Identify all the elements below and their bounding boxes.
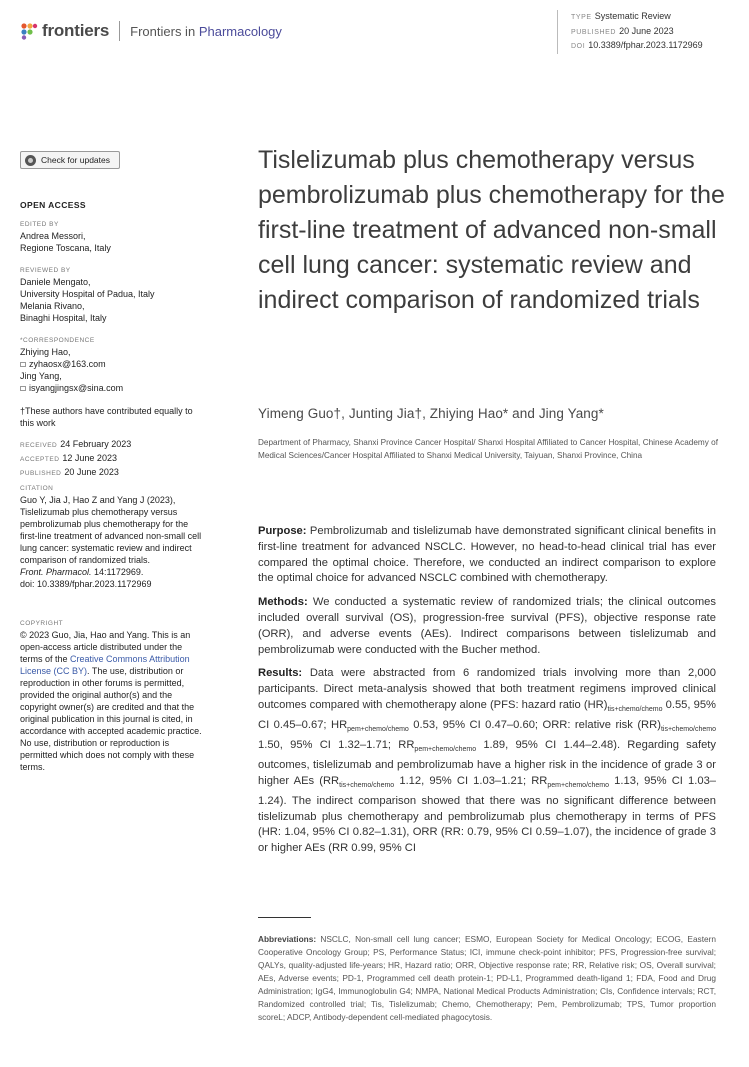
journal-prefix: Frontiers in: [130, 23, 196, 39]
affiliation: Department of Pharmacy, Shanxi Province Cancer Hospital/ Shanxi Hospital Affiliated to Cancer Hospital, Chinese Academy of Medical Sciences/Cancer Hospital Affiliated to Shanxi Medical University, Taiyuan, Shanxi Province, China: [258, 438, 718, 460]
citation-section: [20, 484, 205, 590]
check-for-updates-label: Check for updates: [41, 155, 110, 165]
journal-title: Pharmacology: [198, 23, 282, 39]
doi-label: DOI: [571, 43, 586, 50]
citation-volume: 14:1172969.: [94, 567, 144, 577]
citation-label: CITATION: [20, 485, 54, 492]
citation-journal: Front. Pharmacol.: [20, 567, 92, 577]
subscript: pem+chemo/chemo: [347, 726, 409, 734]
article-title: Tislelizumab plus chemotherapy versus pembrolizumab plus chemotherapy for the first-line treatment of advanced non-small cell lung cancer: systematic review and indirect comparison of randomized trials: [258, 146, 725, 314]
subscript: tis+chemo/chemo: [607, 706, 663, 714]
correspondence-label: *CORRESPONDENCE: [20, 337, 95, 344]
copyright-pre: © 2023 Guo, Jia, Hao and Yang. This is an open-access article distributed under the terms of the: [20, 630, 191, 664]
correspondent-email-row: [20, 358, 210, 370]
edited-by-label: EDITED BY: [20, 221, 59, 228]
abbreviations-label: Abbreviations:: [258, 934, 317, 944]
subscript: pem+chemo/chemo: [547, 782, 610, 790]
published-row: [20, 466, 210, 480]
methods-text: We conducted a systematic review of randomized trials; the clinical outcomes included overall survival (OS), progression-free survival (PFS), objective response rate (ORR), and adverse events (AEs). Indirect comparisons between tislelizumab and pembrolizumab were conducted with the Bucher method.: [258, 596, 716, 656]
mail-icon: [20, 362, 26, 367]
frontiers-logo-text: frontiers: [42, 21, 110, 40]
abstract: [258, 524, 716, 865]
received-row: [20, 438, 210, 452]
accepted-value: 12 June 2023: [62, 453, 117, 463]
copyright-text: [20, 629, 204, 773]
reviewed-by-label: REVIEWED BY: [20, 267, 71, 274]
editor-affil: Regione Toscana, Italy: [20, 243, 111, 253]
correspondent-name: Jing Yang,: [20, 371, 62, 381]
correspondence-section: [20, 336, 210, 394]
citation-text: Guo Y, Jia J, Hao Z and Yang J (2023), Tislelizumab plus chemotherapy versus pembrolizumab plus chemotherapy for the first-line treatment of advanced non-small cell lung cancer: systematic review and indirect comparison of randomized trials.: [20, 495, 202, 565]
author-list: Yimeng Guo†, Junting Jia†, Zhiying Hao* and Jing Yang*: [258, 406, 604, 421]
results-text: 0.53, 95% CI 0.47–0.60; ORR: relative risk (RR): [413, 719, 661, 731]
subscript: pem+chemo/chemo: [414, 746, 477, 754]
editor-name: Andrea Messori,: [20, 231, 86, 241]
correspondent-email[interactable]: zyhaosx@163.com: [29, 359, 106, 369]
copyright-label: COPYRIGHT: [20, 620, 64, 627]
subscript: tis+chemo/chemo: [660, 726, 716, 734]
reviewed-by-section: [20, 266, 210, 324]
journal-name[interactable]: [130, 24, 282, 39]
purpose-label: Purpose:: [258, 525, 307, 537]
equal-contribution-note: †These authors have contributed equally to this work: [20, 406, 193, 428]
published-value: 20 June 2023: [64, 467, 119, 477]
results-text: Data were abstracted from 6 randomized trials involving more than 2,000 participants. Direct meta-analysis showed that both treatment regimens improved clinical outcomes compared with chemotherapy alone (PFS: hazard ratio (HR): [258, 667, 717, 711]
reviewer-name: Daniele Mengato,: [20, 277, 91, 287]
type-label: TYPE: [571, 14, 592, 21]
results-text: 1.13, 95% CI 1.03–1.24). The indirect comparison showed that there was no significant difference between tislelizumab plus chemotherapy and pembrolizumab plus chemotherapy in terms of PFS (HR: 1.04, 95% CI 0.82–1.31), ORR (RR: 0.79, 95% CI 0.59–1.07), the incidence of grade 3 or higher AEs (RR 0.99, 95% CI: [258, 774, 717, 855]
abstract-results: [258, 666, 716, 857]
published-value: 20 June 2023: [619, 25, 674, 36]
results-text: 1.50, 95% CI 1.32–1.71; RR: [258, 739, 415, 752]
copyright-section: [20, 619, 204, 773]
abbreviations: [258, 933, 716, 1024]
doi-value[interactable]: 10.3389/fphar.2023.1172969: [588, 40, 703, 50]
results-text: 1.89, 95% CI 1.44–2.48). Regarding safety outcomes, tislelizumab and pembrolizumab have a higher risk in the incidence of grade 3 or higher AEs (RR: [258, 739, 717, 787]
accepted-row: [20, 452, 210, 466]
copyright-post: . The use, distribution or reproduction in other forums is permitted, provided the original author(s) and the copyright owner(s) are credited and that the original publication in this journal is cited, in accordance with accepted academic practice. No use, distribution or reproduction is permitted which does not comply with these terms.: [20, 666, 202, 772]
abstract-purpose: [258, 524, 716, 587]
edited-by-section: [20, 220, 210, 254]
reviewer-affil: Binaghi Hospital, Italy: [20, 313, 107, 323]
purpose-text: Pembrolizumab and tislelizumab have demonstrated significant clinical benefits in first-line treatment for advanced NSCLC. However, no head-to-head clinical trial has ever compared the optimal choice. Therefore, we conducted an indirect comparison to explore the optimal choice for advanced NSCLC combined with chemotherapy.: [258, 525, 716, 585]
received-label: RECEIVED: [20, 442, 58, 449]
correspondent-name: Zhiying Hao,: [20, 347, 71, 357]
accepted-label: ACCEPTED: [20, 456, 60, 463]
correspondent-email[interactable]: isyangjingsx@sina.com: [29, 383, 124, 393]
article-meta: [557, 10, 703, 54]
results-text: 1.12, 95% CI 1.03–1.21; RR: [399, 774, 548, 787]
check-for-updates-button[interactable]: [20, 151, 120, 169]
dates-section: [20, 438, 210, 480]
correspondent-email-row: [20, 382, 210, 394]
reviewer-name: Melania Rivano,: [20, 301, 85, 311]
methods-label: Methods:: [258, 596, 308, 609]
mail-icon: [20, 386, 26, 391]
subscript: tis+chemo/chemo: [339, 782, 395, 790]
reviewer-affil: University Hospital of Padua, Italy: [20, 289, 155, 299]
results-label: Results:: [258, 667, 303, 680]
citation-doi[interactable]: doi: 10.3389/fphar.2023.1172969: [20, 579, 152, 589]
journal-header: [20, 20, 282, 42]
frontiers-logo-icon: [20, 22, 38, 40]
type-value: Systematic Review: [594, 11, 671, 21]
cc-by-license-link[interactable]: Creative Commons Attribution License (CC BY): [20, 654, 190, 676]
results-text: 0.55, 95% CI 0.45–0.67; HR: [258, 698, 717, 731]
open-access-label: OPEN ACCESS: [20, 200, 86, 210]
header-divider: [119, 21, 120, 41]
published-label: PUBLISHED: [20, 470, 62, 477]
published-label: PUBLISHED: [571, 28, 617, 36]
abbreviations-text: NSCLC, Non-small cell lung cancer; ESMO, European Society for Medical Oncology; ECOG, Eastern Cooperative Oncology Group; PS, Performance Status; ICI, immune check-point inhibitor; PFS, Progression-free survival; QALYs, quality-adjusted life-years; HR, Hazard ratio; ORR, Objective response rate; RR, Relative risk; OS, Overall survival; AEs, Adverse events; PD-1, Programmed cell death protein-1; PD-L1, Programmed death-ligand 1; FDA, Food and Drug Administration; IgG4, Immunoglobulin G4; NMPA, National Medical Products Administration; CIs, Confidence intervals; RCT, Randomized controlled trial; Tis, Tislelizumab; Chemo, Chemotherapy; Pem, Pembrolizumab; TPS, Tumor proportion scoreL; ADCP, Antibody-dependent cell-mediated phagocytosis.: [258, 934, 717, 1022]
received-value: 24 February 2023: [60, 439, 132, 449]
footnote-divider: [258, 917, 311, 918]
update-icon: [25, 155, 36, 166]
abstract-methods: [258, 595, 716, 658]
